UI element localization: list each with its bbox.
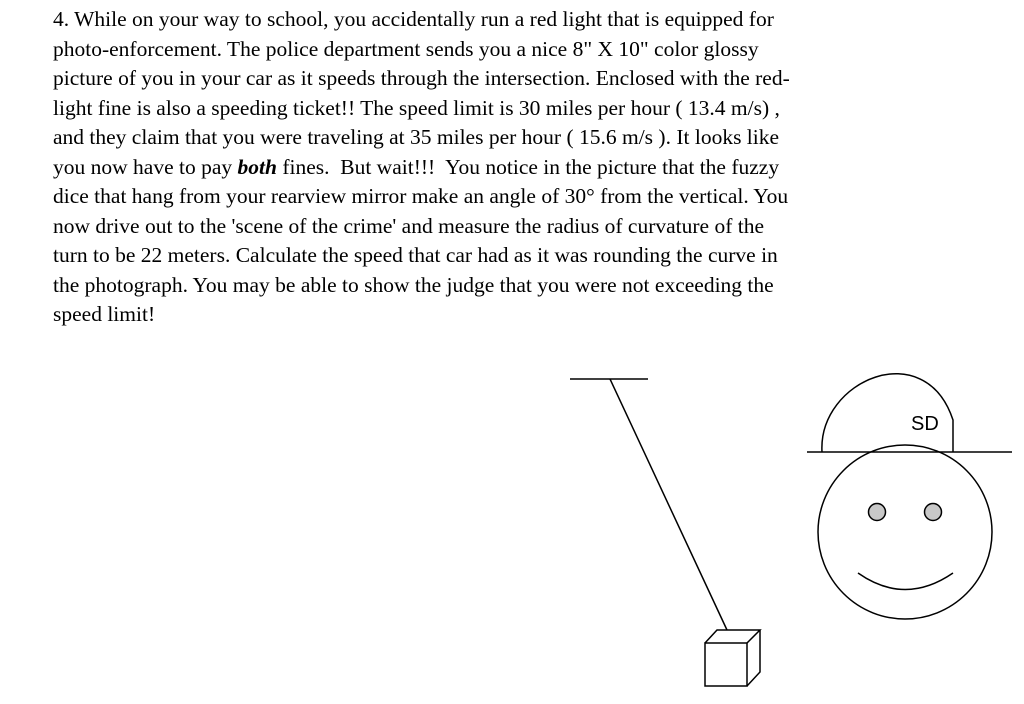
right-eye-icon: [925, 504, 942, 521]
smile-mouth: [858, 573, 953, 590]
problem-line-8: now drive out to the 'scene of the crime' and measure the radius of curvature of the: [53, 213, 765, 238]
face-circle: [818, 445, 992, 619]
emphasis-both: both: [237, 154, 277, 179]
problem-line-11: speed limit!: [53, 302, 156, 326]
problem-line-9: turn to be 22 meters. Calculate the speed that car had as it was rounding the curve in: [53, 243, 778, 267]
problem-line-2: photo-enforcement. The police department sends you a nice 8" X 10" color glossy: [53, 36, 759, 61]
fuzzy-die-cube: [705, 630, 760, 686]
problem-line-7: dice that hang from your rearview mirror make an angle of 30° from the vertical. You: [53, 184, 789, 208]
problem-line-10: the photograph. You may be able to show the judge that you were not exceeding the: [53, 272, 774, 297]
problem-line-1: 4. While on your way to school, you accidentally run a red light that is equipped for: [53, 7, 774, 31]
hat-label: SD: [911, 413, 939, 435]
problem-line-4: light fine is also a speeding ticket!! The speed limit is 30 miles per hour ( 13.4 m/s) ,: [53, 95, 780, 120]
line-6-before: you now have to pay: [53, 154, 238, 179]
dice-string: [610, 379, 727, 630]
left-eye-icon: [869, 504, 886, 521]
problem-line-3: picture of you in your car as it speeds through the intersection. Enclosed with the red-: [53, 66, 790, 90]
line-6-after: fines. But wait!!! You notice in the picture that the fuzzy: [276, 154, 780, 179]
problem-line-5: and they claim that you were traveling at 35 miles per hour ( 15.6 m/s ). It looks like: [53, 125, 780, 149]
